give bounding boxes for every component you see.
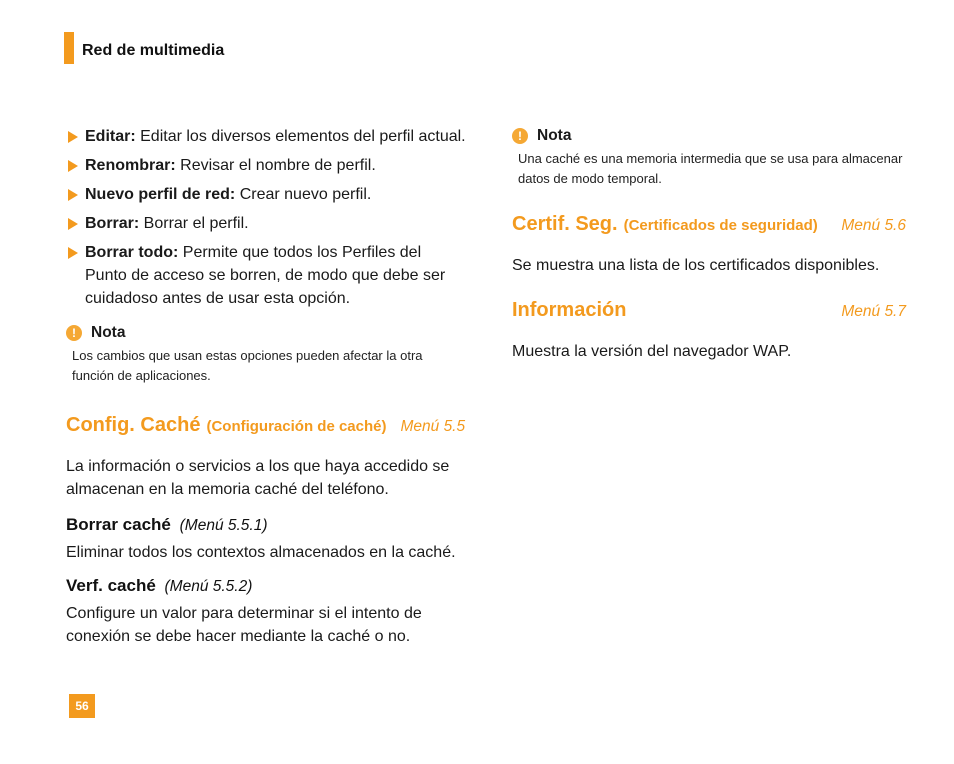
subsection-title-verf-cache <box>66 576 466 596</box>
section-title-config-cache <box>66 414 466 437</box>
list-item <box>66 183 466 206</box>
bullet-term: Borrar todo: <box>85 244 179 261</box>
bullet-text: Crear nuevo perfil. <box>235 186 372 203</box>
note-heading <box>66 324 466 342</box>
section-title-certif-seg <box>512 213 912 236</box>
arrow-bullet-icon <box>68 131 78 143</box>
section-title-informacion <box>512 299 912 322</box>
menu-reference: (Menú 5.5.1) <box>179 517 268 534</box>
section-body: Muestra la versión del navegador WAP. <box>512 343 792 360</box>
note-title: Nota <box>537 127 572 144</box>
subsection-title-borrar-cache <box>66 515 466 535</box>
section-title-sub: (Certificados de seguridad) <box>623 217 818 234</box>
header-accent-bar <box>64 32 74 64</box>
section-body: Se muestra una lista de los certificados disponibles. <box>512 257 880 274</box>
arrow-bullet-icon <box>68 218 78 230</box>
bullet-term: Renombrar: <box>85 157 176 174</box>
note-heading <box>512 127 912 145</box>
right-column <box>512 125 912 363</box>
section-body: La información o servicios a los que haya accedido se almacenan en la memoria caché del teléfono. <box>66 458 450 498</box>
note-text: Los cambios que usan estas opciones pueden afectar la otra función de aplicaciones. <box>72 348 423 383</box>
menu-reference: Menú 5.5 <box>400 418 466 435</box>
menu-reference: Menú 5.6 <box>841 217 906 234</box>
bullet-text: Revisar el nombre de perfil. <box>175 157 376 174</box>
section-title-main: Información <box>512 299 627 321</box>
left-column <box>66 125 466 648</box>
section-title-sub: (Configuración de caché) <box>206 418 387 435</box>
exclamation-icon: ! <box>512 128 528 144</box>
arrow-bullet-icon <box>68 160 78 172</box>
section-title-main: Config. Caché <box>66 414 201 436</box>
bullet-term: Borrar: <box>85 215 140 232</box>
bullet-text: Permite que todos los Perfiles del Punto de acceso se borren, de modo que debe ser cuidadoso antes de usar esta opción. <box>85 244 446 307</box>
arrow-bullet-icon <box>68 247 78 259</box>
list-item <box>66 241 466 310</box>
subsection-body: Configure un valor para determinar si el intento de conexión se debe hacer mediante la caché o no. <box>66 605 422 645</box>
bullet-text: Editar los diversos elementos del perfil actual. <box>135 128 466 145</box>
list-item <box>66 154 466 177</box>
note-title: Nota <box>91 324 126 341</box>
menu-reference: Menú 5.7 <box>841 303 906 320</box>
bullet-text: Borrar el perfil. <box>139 215 249 232</box>
page-header-title: Red de multimedia <box>82 42 225 59</box>
subsection-title: Borrar caché <box>66 515 171 534</box>
bullet-term: Editar: <box>85 128 136 145</box>
menu-reference: (Menú 5.5.2) <box>164 578 253 595</box>
section-title-main: Certif. Seg. <box>512 213 618 235</box>
note-text: Una caché es una memoria intermedia que se usa para almacenar datos de modo temporal. <box>518 151 903 186</box>
bullet-term: Nuevo perfil de red: <box>85 186 236 203</box>
exclamation-icon: ! <box>66 325 82 341</box>
subsection-body: Eliminar todos los contextos almacenados en la caché. <box>66 544 456 561</box>
arrow-bullet-icon <box>68 189 78 201</box>
subsection-title: Verf. caché <box>66 576 156 595</box>
list-item <box>66 212 466 235</box>
list-item <box>66 125 466 148</box>
page-number: 56 <box>69 694 95 718</box>
